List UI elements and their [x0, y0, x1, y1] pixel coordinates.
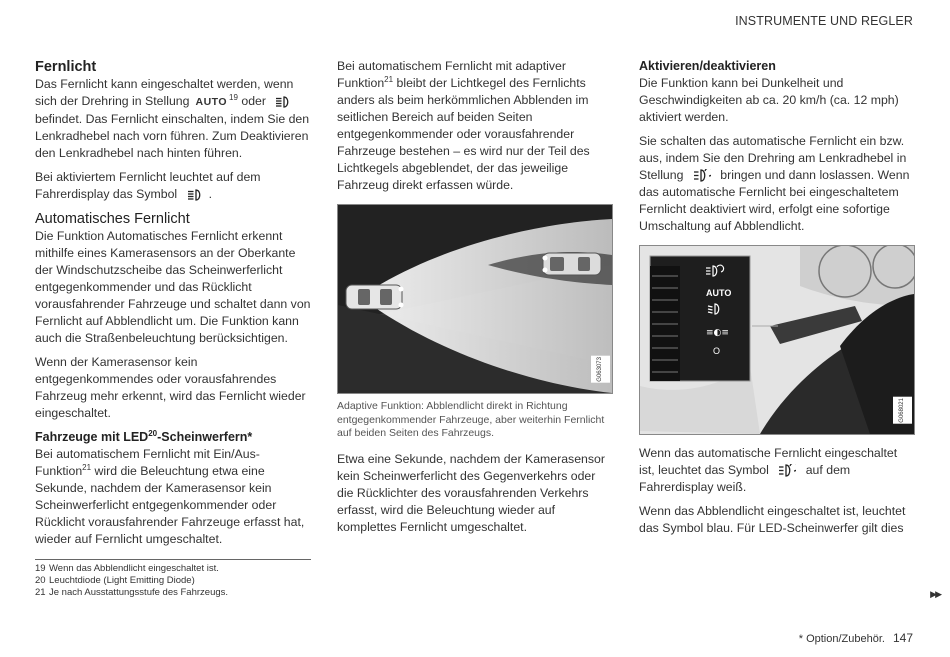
column-1 — [35, 58, 311, 555]
page-number: 147 — [892, 631, 913, 645]
paragraph-led: Bei automatischem Fernlicht mit Ein/Aus-Funktion$^{21}$ wird die Beleuchtung etwa eine Sekunde, nachdem der Kamerasensor kein Scheinwerferlicht entgegenkommender oder Rücklicht vorausfahrender Fahrzeuge erfasst hat, wieder auf Fernlicht umgeschaltet. — [35, 447, 305, 546]
auto-high-beam-icon — [778, 464, 796, 477]
adaptive-beam-illustration — [337, 204, 613, 394]
footnotes — [35, 559, 311, 599]
high-beam-icon — [275, 96, 291, 108]
continue-marker: ▶▶ — [930, 589, 940, 599]
auto-label: AUTO — [195, 96, 228, 108]
paragraph-symbol-white: Wenn das automatische Fernlicht eingeschaltet ist, leuchtet das Symbol auf dem Fahrerdisplay weiß. — [639, 446, 898, 494]
footnote: 19 Wenn das Abblendlicht eingeschaltet ist. — [35, 563, 219, 574]
off-position-label: O — [713, 346, 721, 356]
option-note: * Option/Zubehör. — [798, 633, 885, 645]
column-3 — [639, 58, 915, 544]
svg-text:≡◐≡: ≡◐≡ — [706, 328, 729, 338]
stalk-illustration — [639, 245, 915, 435]
heading-aktivieren: Aktivieren/deaktivieren — [639, 59, 776, 73]
paragraph-after-figure: Etwa eine Sekunde, nachdem der Kamerasensor kein Scheinwerferlicht des Gegenverkehrs oder die Rücklichter des vorausfahrenden Verkehrs erfasst, wird die Beleuchtung wieder auf komplettes Fernlicht umgeschaltet. — [337, 451, 605, 534]
image-id: G068021 — [893, 397, 912, 424]
paragraph-fernlicht: Das Fernlicht kann eingeschaltet werden, wenn sich der Drehring in Stellung AUTO $^{19}$ oder befindet. Das Fernlicht einschalten, indem Sie den Lenkradhebel nach vorn führen. Zum Deaktivieren den Lenkradhebel nach hinten führen. — [35, 77, 310, 160]
lever-photo — [640, 246, 914, 434]
footnote: 21 Je nach Ausstattungsstufe des Fahrzeugs. — [35, 587, 229, 598]
position-light-icon — [706, 328, 729, 338]
paragraph-symbol-blue: Wenn das Abblendlicht eingeschaltet ist, leuchtet das Symbol blau. Für LED-Scheinwerfer gilt dies — [639, 504, 906, 535]
high-beam-icon — [187, 189, 203, 201]
paragraph-auto-2: Wenn der Kamerasensor kein entgegenkommendes oder vorausfahrendes Fahrzeug mehr erkennt, wird das Fernlicht wieder eingeschaltet. — [35, 355, 306, 420]
heading-automatisches-fernlicht: Automatisches Fernlicht — [35, 211, 190, 227]
road-scene-image — [338, 205, 612, 393]
paragraph-symbol: Bei aktiviertem Fernlicht leuchtet auf dem Fahrerdisplay das Symbol . — [35, 170, 261, 201]
auto-high-beam-icon — [693, 169, 711, 182]
footnote: 20 Leuchtdiode (Light Emitting Diode) — [35, 575, 195, 586]
own-car — [346, 285, 404, 309]
heading-fernlicht: Fernlicht — [35, 59, 97, 75]
figure-caption: Adaptive Funktion: Abblendlicht direkt in Richtung entgegenkommender Fahrzeuge, aber weiterhin Fernlicht auf beiden Seiten des Fahrzeugs. — [337, 400, 605, 439]
page-footer — [799, 631, 913, 645]
paragraph-activate-1: Die Funktion kann bei Dunkelheit und Geschwindigkeiten ab ca. 20 km/h (ca. 12 mph) aktiviert werden. — [639, 76, 899, 124]
paragraph-adaptive: Bei automatischem Fernlicht mit adaptiver Funktion$^{21}$ bleibt der Lichtkegel des Fernlichts anders als beim herkömmlichen Abblenden im seitlichen Bereich auf beiden Seiten entgegenkommender oder vorausfahrender Fahrzeuge bestehen – es wird nur der Teil des Lichtkegels abgeblendet, der das jeweilige Fahrzeug direkt erfassen würde. — [337, 59, 590, 192]
image-id: G063073 — [591, 356, 610, 383]
auto-position-label: AUTO — [706, 288, 732, 298]
column-2 — [337, 58, 613, 543]
oncoming-car — [543, 253, 602, 275]
heading-led: Fahrzeuge mit LED$^{20}$-Scheinwerfern* — [35, 428, 253, 444]
section-header: INSTRUMENTE UND REGLER — [735, 14, 913, 28]
paragraph-auto-1: Die Funktion Automatisches Fernlicht erkennt mithilfe eines Kamerasensors an der Oberkante der Windschutzscheibe das Scheinwerferlicht entgegenkommender und das Rücklicht vorausfahrender Fahrzeuge und schaltet dann von Fernlicht auf Abblendlicht um. Die Funktion kann auch die Straßenbeleuchtung berücksichtigen. — [35, 229, 311, 345]
paragraph-activate-2: Sie schalten das automatische Fernlicht ein bzw. aus, indem Sie den Drehring am Lenkradhebel in Stellung bringen und dann loslassen. Wenn das automatische Fernlicht bei eingeschaltetem Fernlicht deaktiviert wird, erfolgt eine sofortige Umschaltung auf Abblendlicht. — [639, 134, 910, 233]
